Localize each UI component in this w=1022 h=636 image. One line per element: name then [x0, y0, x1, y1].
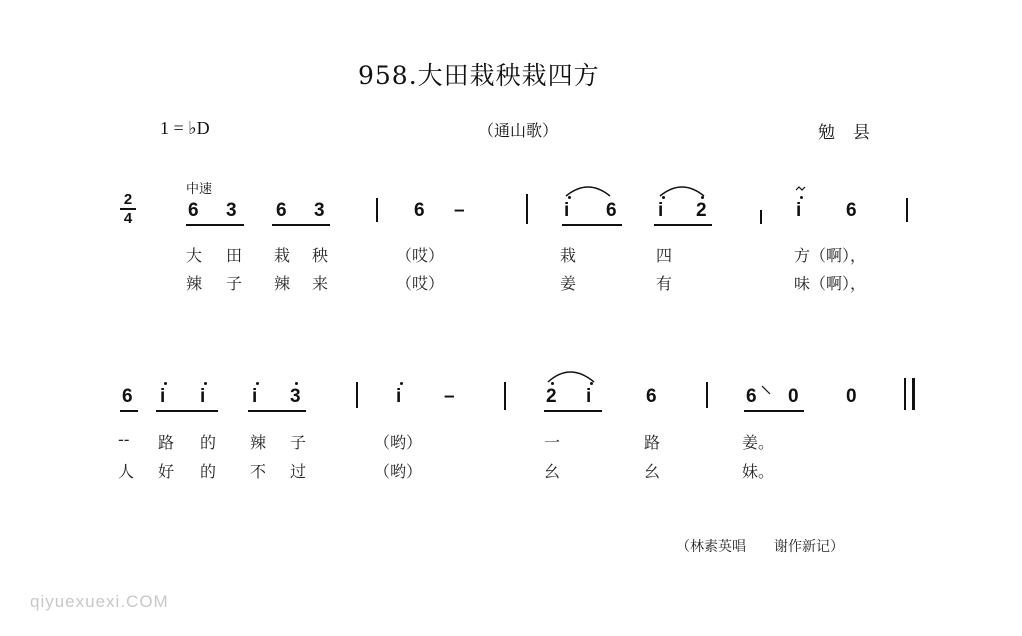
- region-label: 勉县: [818, 123, 888, 143]
- lyric: 的: [200, 462, 217, 481]
- time-signature-top: 2: [123, 191, 133, 208]
- tempo-marking: 中速: [186, 182, 213, 197]
- lyric: 田: [226, 246, 243, 265]
- note: 6: [276, 200, 287, 221]
- note: i: [564, 200, 570, 221]
- note: 6: [846, 200, 857, 221]
- note: 3: [290, 386, 301, 407]
- note: i: [586, 386, 592, 407]
- page-title: 958.大田栽秧栽四方: [358, 61, 600, 90]
- note: 6: [646, 386, 657, 407]
- lyric: 方（啊），: [794, 246, 867, 265]
- note: 2: [696, 200, 707, 221]
- credit-line: （林素英唱 谢作新记）: [676, 539, 844, 555]
- note: i: [796, 200, 802, 221]
- lyric: 有: [656, 274, 673, 293]
- watermark: qiyuexuexi.COM: [30, 592, 169, 611]
- lyric: （哎）: [396, 246, 445, 265]
- lyric: 子: [290, 433, 307, 452]
- lyric: 的: [200, 433, 217, 452]
- lyric: （哟）: [374, 433, 423, 452]
- note: i: [396, 386, 402, 407]
- note-dash: –: [444, 386, 455, 407]
- time-signature-bottom: 4: [123, 210, 133, 227]
- lyric: 秧: [312, 246, 329, 265]
- lyric: 过: [290, 462, 307, 481]
- lyric: 四: [656, 246, 673, 265]
- lyric: 辣: [274, 274, 291, 293]
- lyric: 大: [186, 246, 203, 265]
- note: 6: [188, 200, 199, 221]
- lyric: 辣: [250, 433, 267, 452]
- note: i: [658, 200, 664, 221]
- lyric: 不: [250, 462, 267, 481]
- note: 6: [746, 386, 757, 407]
- note: 0: [788, 386, 799, 407]
- lyric: 妹。: [742, 462, 775, 481]
- note: i: [252, 386, 258, 407]
- lyric: 栽: [560, 246, 577, 265]
- lyric: 姜: [560, 274, 577, 293]
- lyric: 子: [226, 274, 243, 293]
- lyric: （哎）: [396, 274, 445, 293]
- lyric: 来: [312, 274, 329, 293]
- lyric: 辣: [186, 274, 203, 293]
- lyric: 幺: [644, 462, 661, 481]
- note: i: [200, 386, 206, 407]
- lyric: 好: [158, 462, 175, 481]
- lyric: 路: [644, 433, 661, 452]
- lyric: 人: [118, 462, 135, 481]
- lyric: 路: [158, 433, 175, 452]
- lyric: 幺: [544, 462, 561, 481]
- note: 6: [606, 200, 617, 221]
- key-signature: 1 = ♭D: [160, 118, 210, 138]
- note: 3: [314, 200, 325, 221]
- lyric: --: [118, 430, 130, 449]
- note: 6: [122, 386, 133, 407]
- lyric: 味（啊），: [794, 274, 867, 293]
- lyric: （哟）: [374, 462, 423, 481]
- note: 6: [414, 200, 425, 221]
- lyric: 姜。: [742, 433, 775, 452]
- lyric: 栽: [274, 246, 291, 265]
- note: 0: [846, 386, 857, 407]
- note: i: [160, 386, 166, 407]
- note: 2: [546, 386, 557, 407]
- genre-label: （通山歌）: [478, 121, 559, 140]
- note-dash: –: [454, 200, 465, 221]
- note: 3: [226, 200, 237, 221]
- lyric: 一: [544, 433, 561, 452]
